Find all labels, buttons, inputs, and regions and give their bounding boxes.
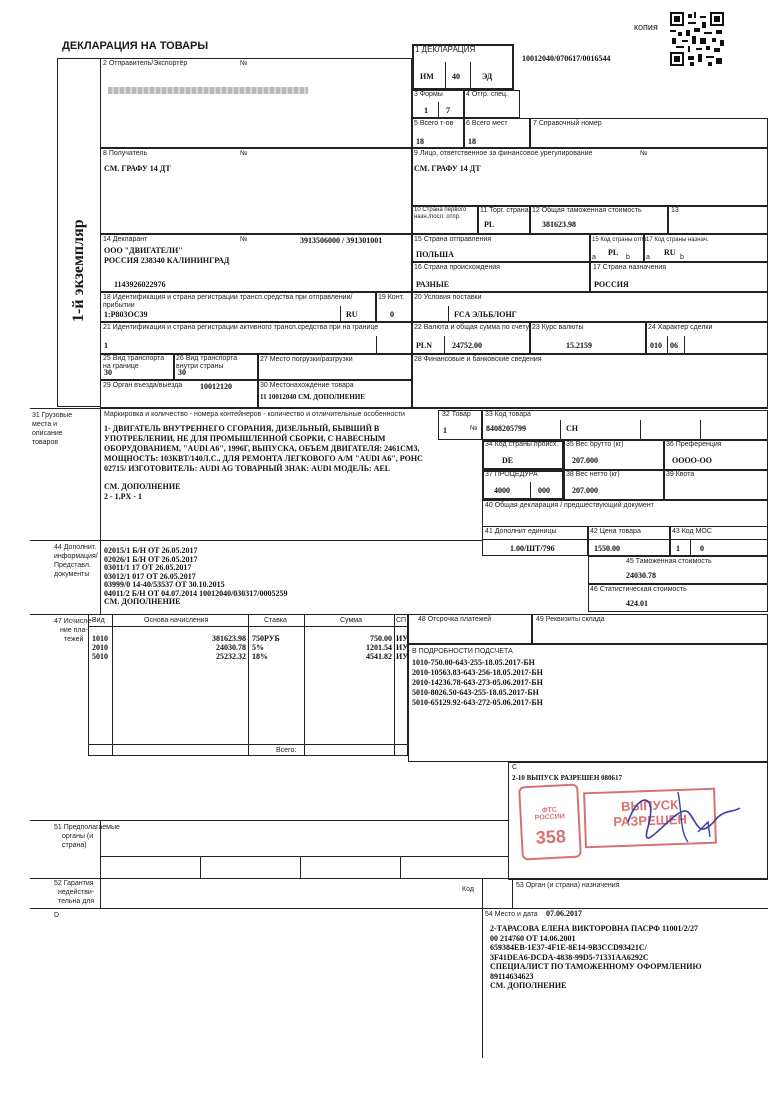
box-18-label: 18 Идентификация и страна регистрации трансп.средства при отправлении/прибытии: [103, 294, 353, 309]
registration-number: 10012040/070617/0016544: [522, 54, 611, 63]
box-31-label-1: 31 Грузовые: [32, 412, 73, 419]
box-10-label: 10 Страна первого назн./посл. отпр.: [414, 207, 467, 220]
copy-label: копия: [634, 22, 658, 32]
box-b-line: 5010-65129.92-643-272-05.06.2017-БН: [412, 698, 543, 707]
tax-cell-sum: 4541.82: [366, 652, 392, 661]
box-31-label-4: товаров: [32, 439, 59, 446]
box-45-label: 45 Таможенная стоимость: [626, 558, 712, 565]
box-26-label: 26 Вид транспорта внутри страны: [176, 355, 238, 370]
stamp-1-line-3: 358: [535, 826, 567, 848]
box-8-value: СМ. ГРАФУ 14 ДТ: [104, 164, 171, 173]
stamp-1-line-2: РОССИИ: [534, 813, 566, 822]
box-32-value: 1: [443, 426, 447, 435]
box-54-line: 00 214760 ОТ 14.06.2001: [490, 933, 576, 943]
box-b-line: 5010-8026.50-643-255-18.05.2017-БН: [412, 688, 539, 697]
box-47-total-label: Всего:: [276, 747, 297, 754]
box-31-addition: СМ. ДОПОЛНЕНИЕ: [104, 482, 181, 491]
box-13-label: 13: [671, 207, 679, 214]
box-20-value: FCA ЭЛЬБЛОНГ: [454, 310, 517, 319]
box-42-value: 1550.00: [594, 544, 620, 553]
box-15a-label: 15 Код страны отпр.: [592, 237, 649, 243]
box-32-label: 32 Товар: [442, 411, 471, 418]
box-18-country: RU: [346, 310, 358, 319]
box-11-label: 11 Торг. страна: [480, 207, 529, 214]
box-51-label-1: 51 Предполагаемые: [54, 824, 120, 831]
box-15a-a: a: [592, 254, 596, 261]
box-33-label: 33 Код товара: [485, 411, 531, 418]
box-54-declarant-info: [490, 924, 760, 991]
box-14-name: ООО "ДВИГАТЕЛИ": [104, 246, 183, 255]
box-47-col-sum: Сумма: [340, 617, 362, 624]
box-54-line: 89114634623: [490, 971, 534, 981]
box-11-value: PL: [484, 220, 495, 229]
box-47-col-type: Вид: [92, 617, 105, 624]
box-c-label: C: [512, 764, 518, 771]
box-6-label: 6 Всего мест: [466, 120, 508, 127]
box-44-label-1: 44 Дополнит.: [54, 544, 97, 551]
box-44-line: 02026/1 Б/Н ОТ 26.05.2017: [104, 554, 198, 564]
box-14-ogrn: 1143926022976: [114, 280, 166, 289]
box-8-consignee: [100, 148, 412, 234]
box-46-label: 46 Статистическая стоимость: [590, 586, 687, 593]
box-37-label: 37 ПРОЦЕДУРА: [485, 471, 538, 478]
box-47-label-2: ние пла-: [60, 627, 88, 634]
box-22-label: 22 Валюта и общая сумма по счету: [414, 324, 530, 331]
box-23-value: 15.2159: [566, 341, 592, 350]
box-44-line: 03011/1 17 ОТ 26.05.2017: [104, 563, 192, 572]
box-14-address: РОССИЯ 238340 КАЛИНИНГРАД: [104, 256, 230, 265]
box-1-v1: ИМ: [420, 72, 434, 81]
box-43-v1: 1: [676, 544, 680, 553]
box-5-label: 5 Всего т-ов: [414, 120, 454, 127]
box-37-v2: 000: [538, 486, 550, 495]
box-21-value: 1: [104, 341, 108, 350]
box-3-label: 3 Формы: [414, 91, 443, 98]
box-43-v2: 0: [700, 544, 704, 553]
box-1-v2: 40: [452, 72, 460, 81]
box-44-label-2: информация/: [54, 553, 98, 560]
box-16-value: РАЗНЫЕ: [416, 280, 450, 289]
box-44-line: СМ. ДОПОЛНЕНИЕ: [104, 597, 181, 606]
box-12-value: 381623.98: [542, 220, 576, 229]
box-30-value: 11 10012040 СМ. ДОПОЛНЕНИЕ: [260, 393, 365, 401]
box-44-line: 03999/0 14-40/53537 ОТ 30.10.2015: [104, 580, 225, 589]
box-31-description: 1- ДВИГАТЕЛЬ ВНУТРЕННЕГО СГОРАНИЯ, ДИЗЕЛЬНЫЙ, БЫВШИЙ В УПОТРЕБЛЕНИИ, НЕ ДЛЯ ПРОМЫШЛЕННОЙ СБОРКИ, С НАВЕСНЫМ ОБОРУДОВАНИЕМ, "AUDI A6", 1996Г, ВЫПУСКА, ОБЪЕМ ДВИГАТЕЛЯ: 2461СМ3, МОЩНОСТЬ: 103КВТ/140Л.С., ДЛЯ РЕМОНТА ЛЕГКОВОГО А/М "AUDI A6", РОНС 02715/ ИЗГОТОВИТЕЛЬ: AUDI AG ТОВАРНЫЙ ЗНАК: AUDI МОДЕЛЬ: AEL: [104, 424, 423, 473]
tax-cell-sum: 750.00: [370, 634, 392, 643]
box-47-label-3: тежей: [64, 636, 84, 643]
box-35-label: 35 Вес брутто (кг): [566, 441, 624, 448]
tax-cell-rate: 18%: [252, 652, 268, 661]
box-21-label: 21 Идентификация и страна регистрации активного трансп.средства при на границе: [103, 324, 379, 331]
box-19-value: 0: [390, 310, 394, 319]
box-15a-value: PL: [608, 248, 619, 257]
signature-scribble-icon: [608, 782, 748, 852]
box-51-label-2: органы (и: [62, 833, 94, 840]
box-17a-label: 17 Код страны назнач.: [646, 237, 709, 243]
box-43-label: 43 Код МОС: [672, 528, 712, 535]
tax-cell-sp: ИУ: [396, 643, 409, 652]
copy-vertical-label: 1-й экземпляр: [70, 219, 87, 322]
tax-cell-sp: ИУ: [396, 652, 409, 661]
tax-cell-sp: ИУ: [396, 634, 409, 643]
box-d-label: D: [54, 912, 60, 919]
box-44-label-3: Представл.: [54, 562, 91, 569]
box-37-v1: 4000: [494, 486, 510, 495]
box-44-line: 02015/1 Б/Н ОТ 26.05.2017: [104, 546, 198, 555]
box-38-label: 38 Вес нетто (кг): [566, 471, 620, 478]
box-2-label: 2 Отправитель/Экспортёр: [103, 60, 188, 67]
box-3-v1: 1: [424, 106, 428, 115]
box-41-value: 1.00/ШТ/796: [510, 544, 555, 553]
box-1-label: 1 ДЕКЛАРАЦИЯ: [415, 45, 476, 54]
box-b-line: 2010-10563.83-643-256-18.05.2017-БН: [412, 668, 543, 677]
box-44-line: 03012/1 017 ОТ 26.05.2017: [104, 571, 196, 581]
box-9-label: 9 Лицо, ответственное за финансовое урегулирование: [414, 150, 593, 157]
box-8-no-label: №: [240, 150, 248, 157]
box-29-value: 10012120: [200, 382, 232, 391]
box-44-documents: [104, 547, 474, 607]
box-6-value: 18: [468, 137, 476, 146]
stamp-1-line-1: ФТС: [541, 806, 558, 815]
box-26-value: 30: [178, 368, 186, 377]
box-41-label: 41 Дополнит единицы: [485, 528, 557, 535]
box-51-label-3: страна): [62, 842, 87, 849]
box-54-date: 07.06.2017: [546, 909, 582, 918]
box-40-label: 40 Общая декларация / предшествующий документ: [485, 502, 654, 509]
box-20-label: 20 Условия поставки: [414, 294, 482, 301]
box-38-value: 207.000: [572, 486, 598, 495]
box-c-release: 2-10 ВЫПУСК РАЗРЕШЕН 080617: [512, 774, 623, 782]
box-29-label: 29 Орган въезда/выезда: [103, 382, 183, 389]
box-5-value: 18: [416, 137, 424, 146]
box-30-label: 30 Местонахождение товара: [260, 382, 354, 389]
box-49-label: 49 Реквизиты склада: [536, 616, 605, 623]
box-7-label: 7 Справочный номер: [533, 120, 602, 127]
box-42-label: 42 Цена товара: [590, 528, 641, 535]
box-b-line: 1010-750.00-643-255-18.05.2017-БН: [412, 658, 535, 667]
box-33-value: 8408205799: [486, 424, 526, 433]
box-32-no-label: №: [470, 425, 478, 432]
box-1-v3: ЭД: [482, 72, 493, 81]
box-31-header: Маркировка и количество - номера контейнеров - количество и отличительные особенности: [104, 411, 405, 418]
box-14-label: 14 Декларант: [103, 236, 148, 243]
box-18-value: 1:P803OC39: [104, 310, 148, 319]
box-28-label: 28 Финансовые и банковские сведения: [414, 356, 542, 363]
box-2-no-label: №: [240, 60, 248, 67]
box-4-label: 4 Отгр. спец.: [466, 91, 508, 98]
box-44-line: 04011/2 Б/Н ОТ 04.07.2014 10012040/030317/0005259: [104, 588, 288, 598]
box-19-label: 19 Конт.: [378, 294, 404, 301]
box-44-label-4: документы: [54, 571, 90, 578]
box-52-code-label: Код: [462, 886, 474, 893]
box-31-packages: 2 - 1,PX - 1: [104, 492, 142, 501]
box-15-label: 15 Страна отправления: [414, 236, 492, 243]
box-31-label-2: места и: [32, 421, 58, 428]
box-13: [668, 206, 768, 234]
box-53-label: 53 Орган (и страна) назначения: [516, 882, 620, 889]
box-54-line: 2-ТАРАСОВА ЕЛЕНА ВИКТОРОВНА ПАСРФ 11001/2/27: [490, 924, 698, 933]
box-24-v2: 06: [670, 341, 678, 350]
box-54-line: 3F41DEA6-DCDA-4838-99D5-71331AA6292C: [490, 952, 649, 962]
tax-cell-base: 24030.78: [216, 643, 246, 652]
box-25-label: 25 Вид транспорта на границе: [103, 355, 165, 370]
box-17-value: РОССИЯ: [594, 280, 629, 289]
box-34-label: 34 Код страны происх.: [485, 441, 559, 448]
page-title: ДЕКЛАРАЦИЯ НА ТОВАРЫ: [62, 40, 209, 52]
box-17a-value: RU: [664, 248, 676, 257]
box-45-value: 24030.78: [626, 571, 656, 580]
box-47-col-base: Основа начисления: [144, 617, 209, 624]
box-15-value: ПОЛЬША: [416, 250, 454, 259]
box-54-label: 54 Место и дата: [485, 911, 538, 918]
tax-cell-rate: 5%: [252, 643, 264, 652]
box-2-exporter: [100, 58, 412, 148]
box-17a-b: b: [680, 254, 684, 261]
tax-cell-sum: 1201.54: [366, 643, 392, 652]
box-54-line: 659384EB-1E37-4F1E-8E14-9B3CCD93421C/: [490, 943, 647, 952]
box-39-label: 39 Квота: [666, 471, 695, 478]
tax-cell-type: 2010: [92, 643, 108, 652]
box-52-label-1: 52 Гарантия: [54, 880, 94, 887]
box-48-label: 48 Отсрочка платежей: [418, 616, 492, 623]
box-14-no-label: №: [240, 236, 248, 243]
tax-cell-rate: 750РУБ: [252, 634, 280, 643]
box-36-label: 36 Преференция: [666, 441, 722, 448]
box-22-currency-code: PLN: [416, 341, 432, 350]
box-8-label: 8 Получатель: [103, 150, 148, 157]
box-47-label-1: 47 Исчисле-: [54, 618, 94, 625]
box-27-label: 27 Место погрузки/разгрузки: [260, 356, 353, 363]
box-b-line: 2010-14236.78-643-273-05.06.2017-БН: [412, 678, 543, 687]
release-stamp-text: ВЫПУСК РАЗРЕШЕН: [613, 797, 688, 830]
box-34-value: DE: [502, 456, 514, 465]
box-25-value: 30: [104, 368, 112, 377]
box-23-label: 23 Курс валюты: [532, 324, 584, 331]
box-3-v2: 7: [446, 106, 450, 115]
box-17a-a: a: [646, 254, 650, 261]
redacted-exporter: [108, 87, 308, 94]
box-15a-b: b: [626, 254, 630, 261]
box-33-extra: CH: [566, 424, 578, 433]
tax-cell-type: 1010: [92, 634, 108, 643]
box-47-col-sp: СП: [396, 617, 407, 624]
box-31-label-3: описание: [32, 430, 63, 437]
box-14-inn: 3913506000 / 391301001: [300, 236, 383, 245]
tax-cell-base: 25232.32: [216, 652, 246, 661]
box-54-line: СМ. ДОПОЛНЕНИЕ: [490, 981, 567, 990]
box-36-value: ОООО-ОО: [672, 456, 712, 465]
box-17-label: 17 Страна назначения: [593, 264, 667, 271]
box-9-no-label: №: [640, 150, 648, 157]
tax-cell-base: 381623.98: [212, 634, 246, 643]
box-52-label-3: тельна для: [58, 898, 95, 905]
box-52-label-2: недействи-: [58, 889, 95, 896]
box-24-label: 24 Характер сделки: [648, 324, 713, 331]
box-46-value: 424.01: [626, 599, 648, 608]
box-47-col-rate: Ставка: [264, 617, 287, 624]
box-35-value: 207.000: [572, 456, 598, 465]
tax-cell-type: 5010: [92, 652, 108, 661]
box-54-line: СПЕЦИАЛИСТ ПО ТАМОЖЕННОМУ ОФОРМЛЕНИЮ: [490, 962, 702, 971]
box-22-value: 24752.00: [452, 341, 482, 350]
qr-code-icon: [670, 12, 724, 66]
box-12-label: 12 Общая таможенная стоимость: [532, 207, 642, 214]
box-b-label: B ПОДРОБНОСТИ ПОДСЧЕТА: [412, 648, 513, 655]
customs-stamp-1: [518, 783, 582, 860]
box-b-lines: [412, 658, 712, 708]
box-24-v1: 010: [650, 341, 662, 350]
box-16-label: 16 Страна происхождения: [414, 264, 500, 271]
box-9-value: СМ. ГРАФУ 14 ДТ: [414, 164, 481, 173]
